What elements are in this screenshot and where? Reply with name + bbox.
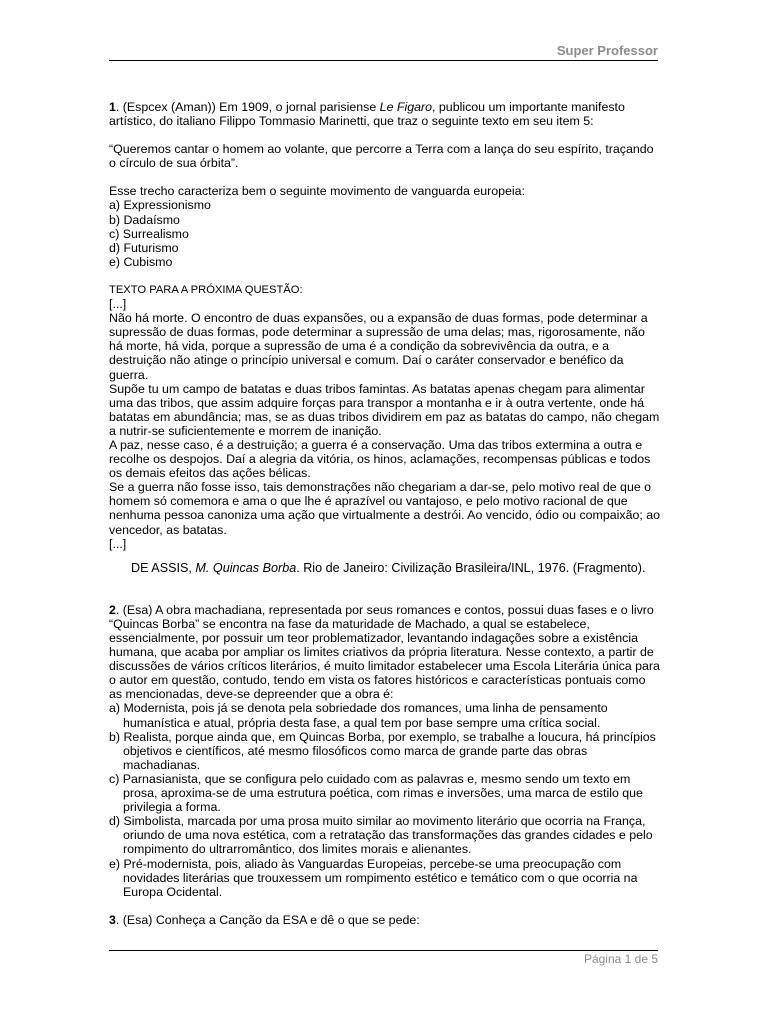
text-paragraph: A paz, nesse caso, é a destruição; a guerra é a conservação. Uma das tribos extermina a outra e recolhe os despojos. Daí a alegria da vitória, os hinos, aclamações, recompensas públicas e todos os demais efeitos das ações bélicas.	[109, 437, 651, 481]
question-3-intro-text: . (Esa) Conheça a Canção da ESA e dê o que se pede:	[115, 912, 420, 927]
question-2-option-b: b) Realista, porque ainda que, em Quincas Borba, por exemplo, se trabalhe a loucura, há princípios objetivos e científicos, até mesmo filosóficos como marca de grande parte das obras machadianas.	[109, 729, 656, 772]
question-2-intro	[109, 603, 661, 702]
header-rule	[109, 60, 658, 61]
text-block-ellipsis-open: [...]	[109, 297, 127, 312]
text-paragraph: Supõe tu um campo de batatas e duas tribos famintas. As batatas apenas chegam para alimentar uma das tribos, que assim adquire forças para transpor a montanha e ir à outra vertente, onde há batatas em abundância; mas, se as duas tribos dividirem em paz as batatas do campo, não chegam a nutrir-se suficientemente e morrem de inanição.	[109, 381, 660, 438]
question-1-option-a: a) Expressionismo	[109, 198, 211, 213]
question-1-intro-a: . (Espcex (Aman)) Em 1909, o jornal parisiense	[115, 100, 380, 114]
page-number: Página 1 de 5	[583, 952, 658, 966]
citation-details: . Rio de Janeiro: Civilização Brasileira/INL, 1976. (Fragmento).	[296, 560, 646, 575]
text-paragraph: Não há morte. O encontro de duas expansões, ou a expansão de duas formas, pode determinar a supressão de duas formas, pode determinar a supressão de uma delas; mas, rigorosamente, não há morte, há vida, porque a supressão de uma é a condição da sobrevivência da outra, e a destruição não atinge o princípio universal e comum. Daí o caráter conservador e benéfico da guerra.	[109, 311, 648, 382]
question-1-option-d: d) Futurismo	[109, 240, 179, 255]
question-2-option-c: c) Parnasianista, que se configura pelo cuidado com as palavras e, mesmo sendo um texto em prosa, aproxima-se de uma estrutura poética, com rimas e inversões, uma marca de estilo que privilegia a forma.	[109, 771, 643, 815]
question-1-number: 1	[109, 100, 116, 114]
question-2-option-e: e) Pré-modernista, pois, aliado às Vanguardas Europeias, percebe-se uma preocupação com novidades literárias que trouxessem um rompimento estético e temático com o que ocorria na Europa Ocidental.	[109, 856, 638, 899]
footer-rule	[109, 950, 658, 951]
question-1-intro	[109, 100, 661, 128]
question-1-newspaper: Le Figaro	[379, 100, 433, 114]
header-title: Super Professor	[556, 43, 658, 58]
question-2-option-a: a) Modernista, pois já se denota pela sobriedade dos romances, uma linha de pensamento humanística e atual, própria desta fase, a qual tem por base sempre uma crítica social.	[109, 701, 608, 730]
question-2-intro-text: . (Esa) A obra machadiana, representada por seus romances e contos, possui duas fases e o livro “Quincas Borba” se encontra na fase da maturidade de Machado, a qual se estabelece, essencialmente, por possuir um teor problematizador, levantando indagações sobre a existência humana, que acaba por ampliar os limites criativos da própria literatura. Nesse contexto, a partir de discussões de vários críticos literários, é muito limitador estabelecer uma Escola Literária única para o autor em questão, contudo, tendo em vista os fatores históricos e características pontuais como as mencionadas, deve-se depreender que a obra é:	[109, 602, 660, 702]
question-2-number: 2	[109, 602, 116, 617]
question-2-option-d: d) Simbolista, marcada por uma prosa muito similar ao movimento literário que ocorria na França, oriundo de uma nova estética, com a retratação das transformações das grandes cidades e pelo rompimento do ultrarromântico, dos limites morais e alienantes.	[109, 814, 653, 857]
page-content	[109, 100, 661, 927]
citation-title: M. Quincas Borba	[195, 560, 297, 575]
text-paragraph: Se a guerra não fosse isso, tais demonstrações não chegariam a dar-se, pelo motivo real de que o homem só comemora e ama o que lhe é aprazível ou vantajoso, e pelo motivo racional de que nenhuma pessoa canoniza uma ação que virtualmente a destrói. Ao vencido, ódio ou compaixão; ao vencedor, as batatas.	[109, 480, 661, 537]
question-3-intro	[109, 913, 661, 927]
question-1-option-b: b) Dadaísmo	[109, 212, 180, 227]
text-citation	[109, 561, 661, 575]
question-3-number: 3	[109, 912, 116, 927]
text-block-heading: TEXTO PARA A PRÓXIMA QUESTÃO:	[109, 283, 303, 296]
citation-author: DE ASSIS,	[131, 560, 196, 575]
question-1-option-c: c) Surrealismo	[109, 226, 189, 241]
question-1-quote: “Queremos cantar o homem ao volante, que percorre a Terra com a lança do seu espírito, traçando o círculo de sua órbita”.	[109, 142, 654, 171]
question-1-option-e: e) Cubismo	[109, 254, 173, 269]
question-1-prompt: Esse trecho caracteriza bem o seguinte movimento de vanguarda europeia:	[109, 184, 526, 199]
text-block-ellipsis-close: [...]	[109, 536, 127, 551]
question-1-intro-b: , publicou um importante manifesto artístico, do italiano Filippo Tommasio Marinetti, que traz o seguinte texto em seu item 5:	[109, 100, 625, 129]
